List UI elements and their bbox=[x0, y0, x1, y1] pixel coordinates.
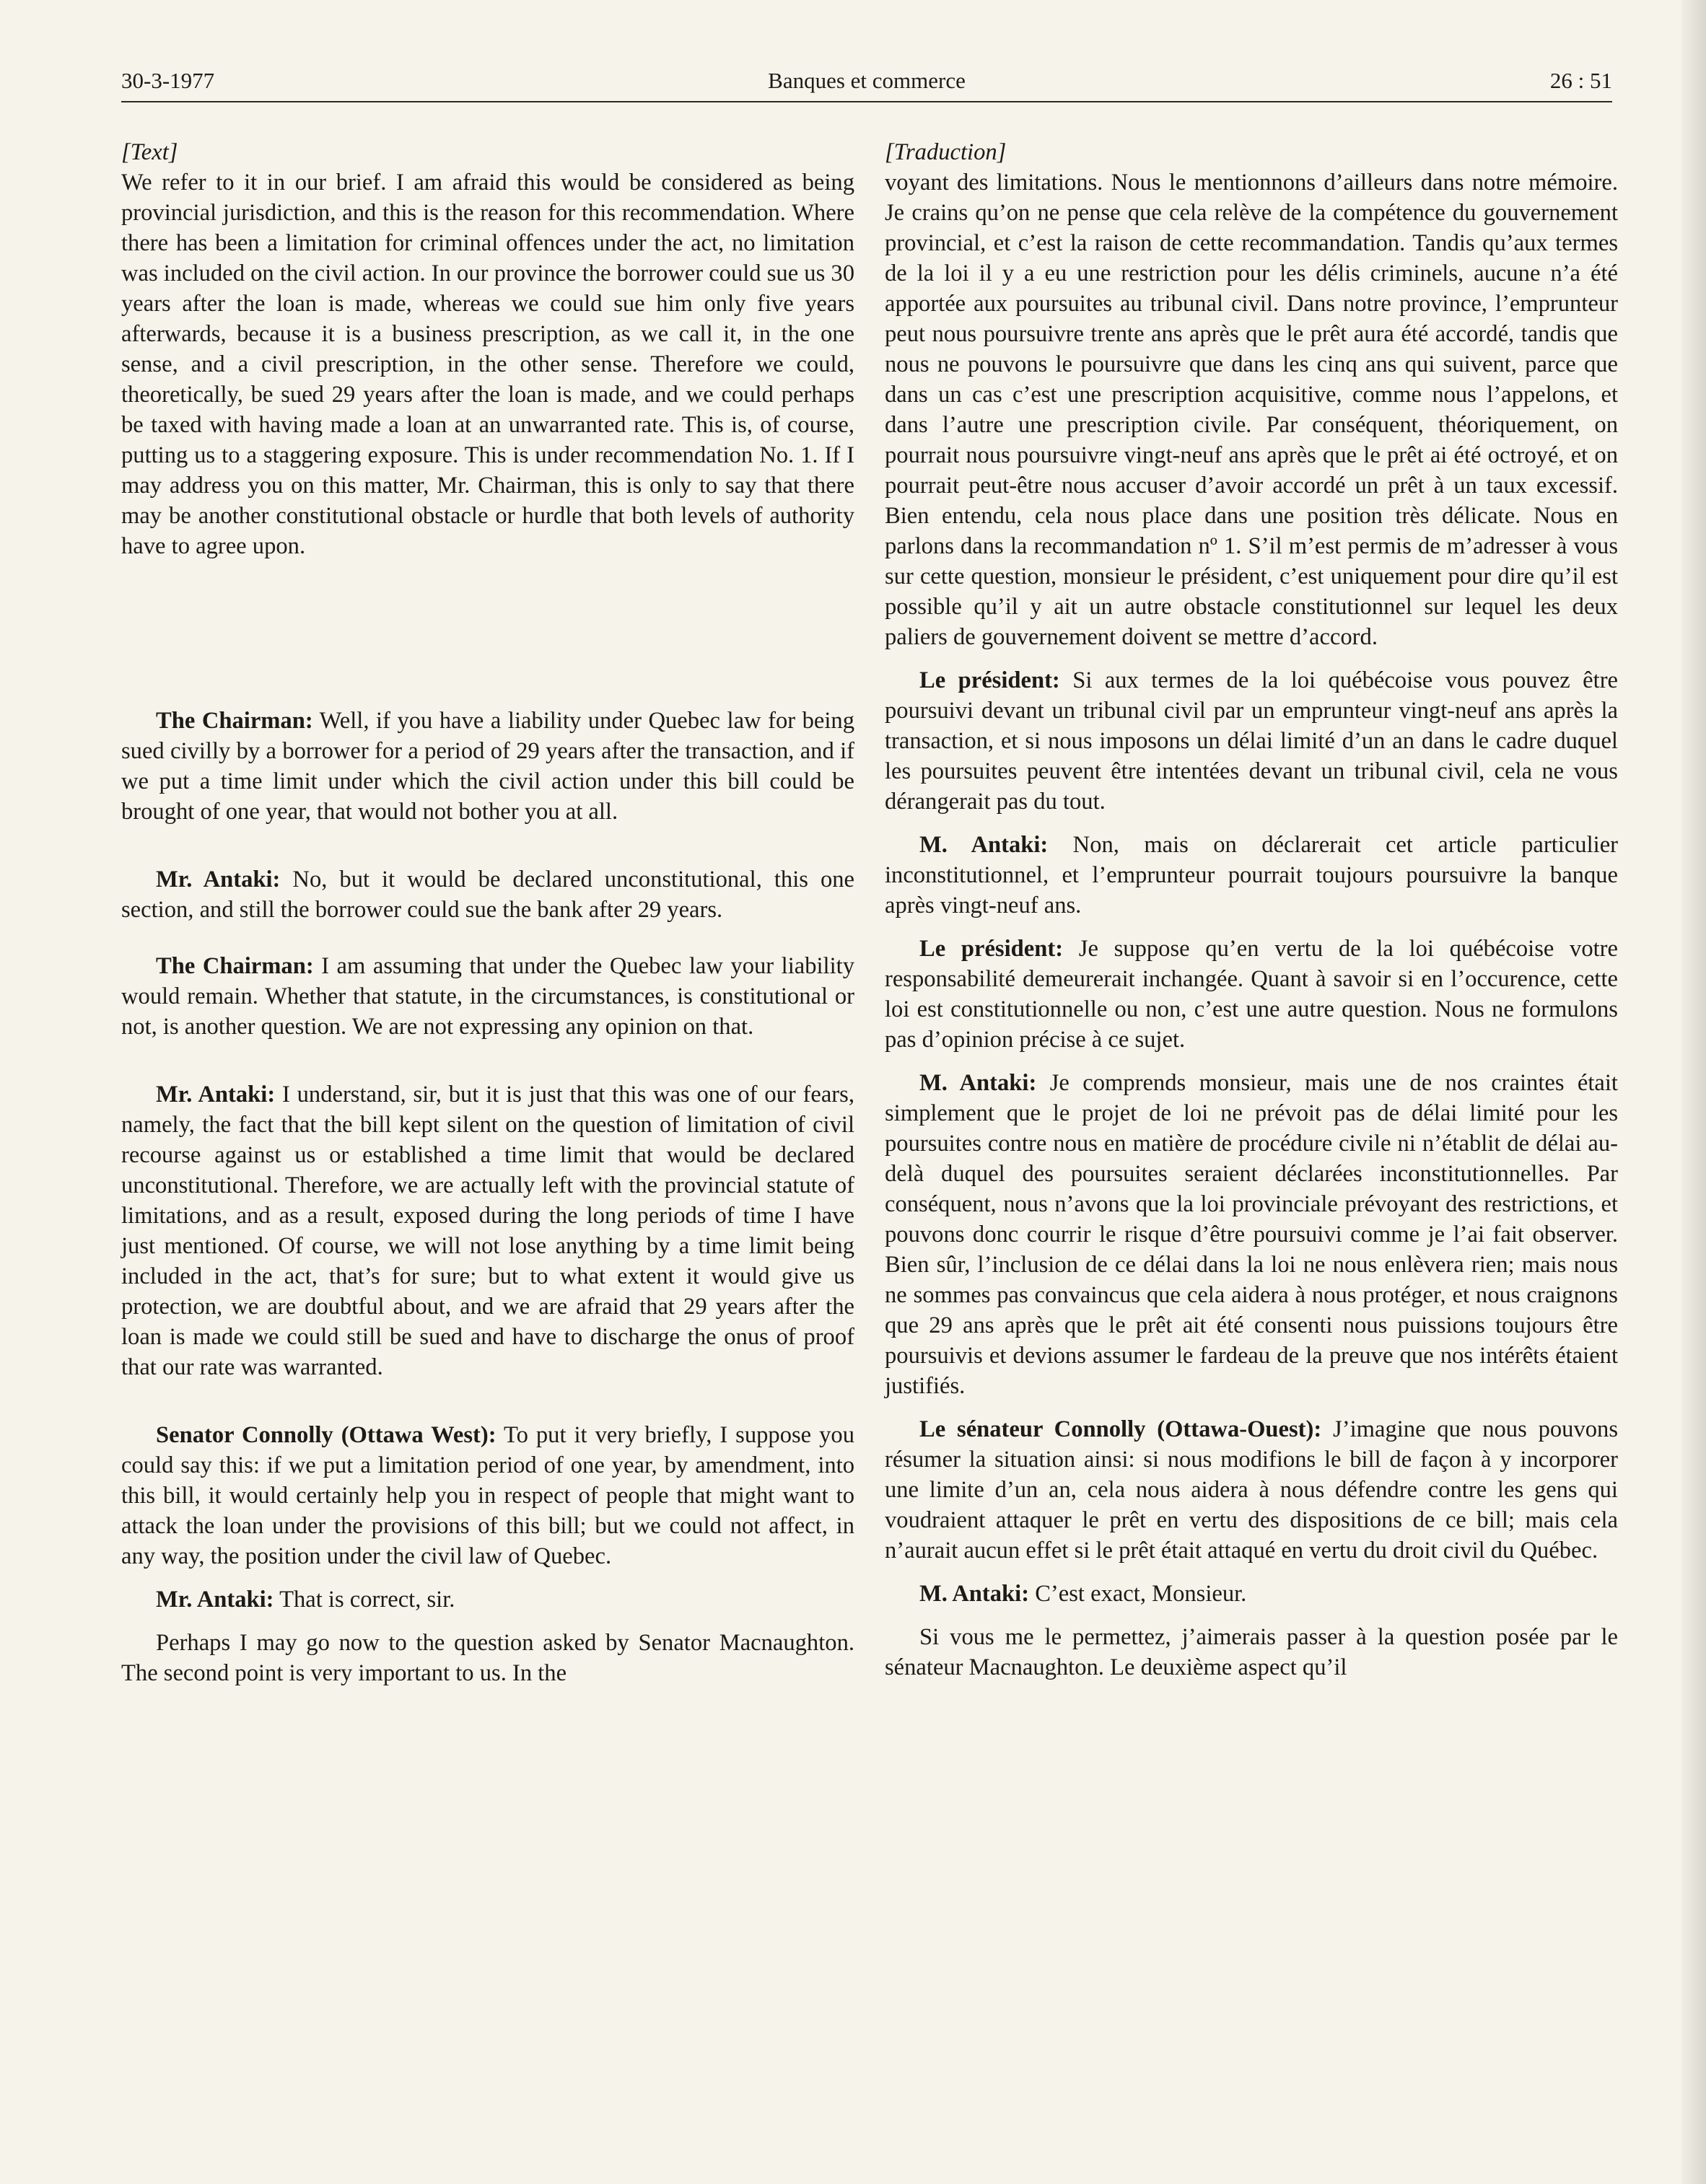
paragraph-text: Perhaps I may go now to the question asked by Senator Macnaughton. The second point is very important to us. In the bbox=[121, 1630, 854, 1686]
paragraph-text: Si vous me le permettez, j’aimerais passer à la question posée par le sénateur Macnaughton. Le deuxième aspect qu’il bbox=[885, 1624, 1618, 1680]
english-column bbox=[121, 137, 854, 1688]
paragraph bbox=[121, 1420, 854, 1571]
paragraph-text: That is correct, sir. bbox=[274, 1587, 455, 1613]
speaker-name: M. Antaki: bbox=[919, 1581, 1030, 1607]
paragraph-text: Si aux termes de la loi québécoise vous pouvez être poursuivi devant un tribunal civil par un emprunteur vingt-neuf ans après la transaction, et si nous imposons un délai limité d’un an dans le cadre duquel les poursuites peuvent être intentées devant un tribunal civil, cela ne vous dérangerait pas du tout. bbox=[885, 667, 1619, 815]
paragraph bbox=[121, 1079, 854, 1382]
speaker-name: The Chairman: bbox=[156, 953, 314, 979]
paragraph bbox=[885, 167, 1618, 652]
paragraph bbox=[885, 1622, 1618, 1683]
paragraph bbox=[121, 951, 854, 1042]
paragraph-text: No, but it would be declared unconstitutional, this one section, and still the borrower could sue the bank after 29 years. bbox=[121, 867, 854, 923]
speaker-name: Le président: bbox=[919, 667, 1060, 693]
paragraph bbox=[885, 1414, 1618, 1566]
paragraph-text: Non, mais on déclarerait cet article particulier inconstitutionnel, et l’emprunteur pourrait toujours poursuivre la banque après vingt-neuf ans. bbox=[885, 832, 1618, 918]
header-page-number: 26 : 51 bbox=[1549, 68, 1612, 93]
paragraph bbox=[885, 934, 1618, 1055]
paragraph bbox=[885, 1068, 1618, 1401]
header-date: 30-3-1977 bbox=[121, 68, 215, 93]
paragraph bbox=[121, 1584, 854, 1615]
paragraph-text: voyant des limitations. Nous le mentionnons d’ailleurs dans notre mémoire. Je crains qu’on ne pense que cela relève de la compétence du gouvernement provincial, et c’est la raison de cette recommandation. Tandis qu’aux termes de la loi il y a eu une restriction pour les délis criminels, aucune n’a été apportée aux poursuites au tribunal civil. Dans notre province, l’emprunteur peut nous poursuivre trente ans après que le prêt aura été accordé, tandis que nous ne pouvons le poursuivre que dans les cinq ans qui suivent, parce que dans un cas c’est une prescription acquisitive, comme nous l’appelons, et dans l’autre une prescription civile. Par conséquent, théoriquement, on pourrait nous poursuivre vingt-neuf ans après que le prêt ai été octroyé, et on pourrait peut-être nous accuser d’avoir accordé un prêt à un taux excessif. Bien entendu, cela nous place dans une position très délicate. Nous en parlons dans la recommandation nº 1. S’il m’est permis de m’adresser à vous sur cette question, monsieur le président, c’est uniquement pour dire qu’il est possible qu’il y ait un autre obstacle constitutionnel sur lequel les deux paliers de gouvernement doivent se mettre d’accord. bbox=[885, 170, 1618, 650]
speaker-name: Le président: bbox=[919, 936, 1064, 962]
paragraph-text: We refer to it in our brief. I am afraid this would be considered as being provincial jurisdiction, and this is the reason for this recommendation. Where there has been a limitation for criminal offences under the act, no limitation was included on the civil action. In our province the borrower could sue us 30 years after the loan is made, whereas we could sue him only five years afterwards, because it is a business prescription, as we call it, in the one sense, and a civil prescription, in the other sense. Therefore we could, theoretically, be sued 29 years after the loan is made, and we could perhaps be taxed with having made a loan at an unwarranted rate. This is, of course, putting us to a staggering exposure. This is under recommendation No. 1. If I may address you on this matter, Mr. Chairman, this is only to say that there may be another constitutional obstacle or hurdle that both levels of authority have to agree upon. bbox=[121, 170, 854, 559]
speaker-name: M. Antaki: bbox=[919, 832, 1049, 858]
speaker-name: Le sénateur Connolly (Ottawa-Ouest): bbox=[919, 1416, 1322, 1442]
paragraph-text: Well, if you have a liability under Quebec law for being sued civilly by a borrower for a period of 29 years after the transaction, and if we put a time limit under which the civil action under this bill could be brought of one year, that would not bother you at all. bbox=[121, 708, 854, 825]
section-label-traduction: [Traduction] bbox=[885, 139, 1007, 165]
paragraph-text: I am assuming that under the Quebec law your liability would remain. Whether that statute, in the circumstances, is constitutional or not, is another question. We are not expressing any opinion on that. bbox=[121, 953, 854, 1040]
paragraph-text: J’imagine que nous pouvons résumer la situation ainsi: si nous modifions le bill de façon à y incorporer une limite d’un an, cela nous aidera à nous défendre contre les gens qui voudraient attaquer le prêt en vertu des dispositions de ce bill; mais cela n’aurait aucun effet si le prêt était attaqué en vertu du droit civil du Québec. bbox=[885, 1416, 1618, 1564]
section-label-text: [Text] bbox=[121, 139, 178, 165]
paragraph bbox=[121, 167, 854, 561]
paragraph bbox=[121, 864, 854, 925]
speaker-name: Mr. Antaki: bbox=[156, 867, 281, 893]
header-title: Banques et commerce bbox=[768, 68, 966, 93]
french-column bbox=[885, 137, 1618, 1683]
paragraph-text: To put it very briefly, I suppose you could say this: if we put a limitation period of one year, by amendment, into this bill, it would certainly help you in respect of people that might want to attack the loan under the provisions of this bill; but we could not affect, in any way, the position under the civil law of Quebec. bbox=[121, 1422, 855, 1569]
paragraph-text: C’est exact, Monsieur. bbox=[1029, 1581, 1247, 1607]
speaker-name: Senator Connolly (Ottawa West): bbox=[156, 1422, 497, 1448]
speaker-name: Mr. Antaki: bbox=[156, 1082, 276, 1108]
paragraph bbox=[885, 665, 1618, 817]
speaker-name: The Chairman: bbox=[156, 708, 313, 734]
speaker-name: M. Antaki: bbox=[919, 1070, 1037, 1096]
paragraph bbox=[121, 1628, 854, 1688]
page-header bbox=[121, 63, 1612, 102]
paragraph bbox=[885, 830, 1618, 921]
paragraph-text: Je suppose qu’en vertu de la loi québécoise votre responsabilité demeurerait inchangée. Quant à savoir si en l’occurence, cette loi est constitutionnelle ou non, c’est une autre question. Nous ne formulons pas d’opinion précise à ce sujet. bbox=[885, 936, 1618, 1053]
paragraph-text: Je comprends monsieur, mais une de nos craintes était simplement que le projet de loi ne prévoit pas de délai limité pour les poursuites contre nous en matière de procédure civile ni n’établit de délai au-delà duquel des poursuites seraient déclarées inconstitutionnelles. Par conséquent, nous n’avons que la loi provinciale prévoyant des restrictions, et pouvons donc courrir le risque d’être poursuivi comme je l’ai fait observer. Bien sûr, l’inclusion de ce délai dans la loi ne nous enlèvera rien; mais nous ne sommes pas convaincus que cela aidera à nous protéger, et nous craignons que 29 ans après que le prêt ait été consenti nous puissions toujours être poursuivis et devions assumer le fardeau de la preuve que nos intérêts étaient justifiés. bbox=[885, 1070, 1618, 1399]
paragraph-text: I understand, sir, but it is just that this was one of our fears, namely, the fact that the bill kept silent on the question of limitation of civil recourse against us or established a time limit that would be declared unconstitutional. Therefore, we are actually left with the provincial statute of limitations, and as a result, exposed during the long periods of time I have just mentioned. Of course, we will not lose anything by a time limit being included in the act, that’s for sure; but to what extent it would give us protection, we are doubtful about, and we are afraid that 29 years after the loan is made we could still be sued and have to discharge the onus of proof that our rate was warranted. bbox=[121, 1082, 854, 1380]
page-edge-shadow bbox=[1681, 0, 1706, 2184]
paragraph bbox=[885, 1579, 1618, 1609]
speaker-name: Mr. Antaki: bbox=[156, 1587, 274, 1613]
paragraph bbox=[121, 706, 854, 827]
